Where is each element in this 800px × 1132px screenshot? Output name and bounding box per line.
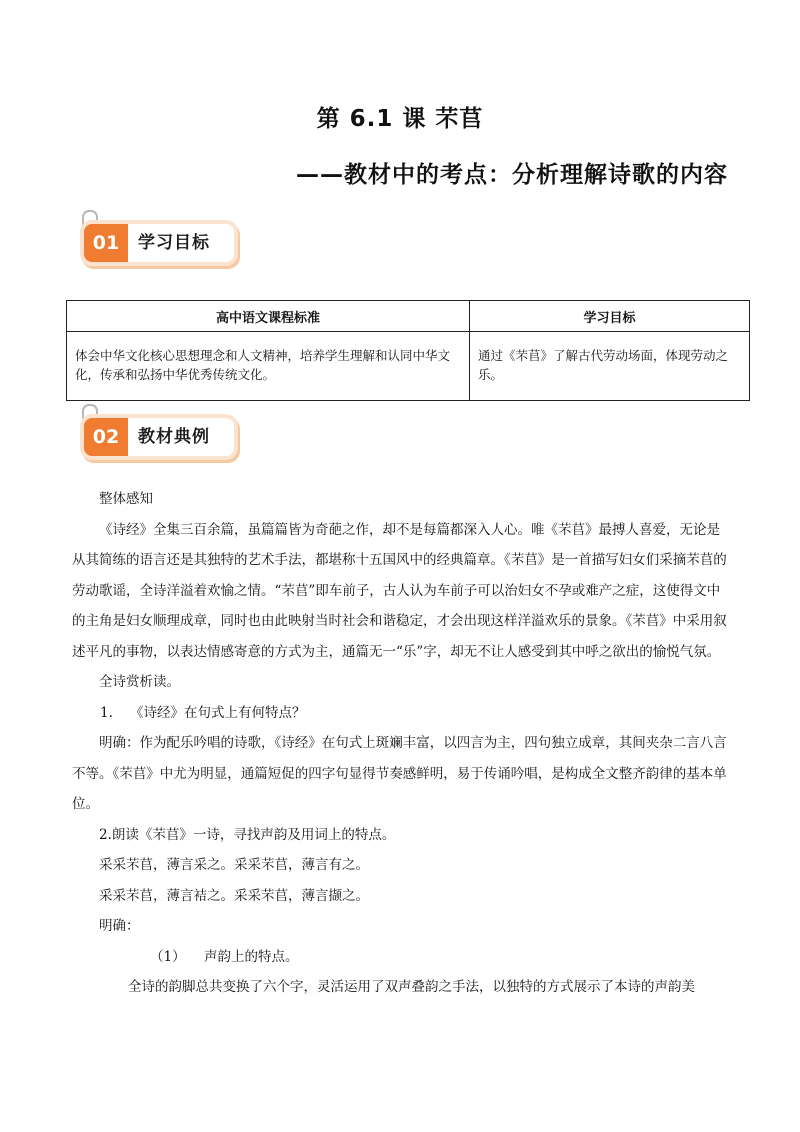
paragraph: 全诗的韵脚总共变换了六个字，灵活运用了双声叠韵之手法，以独特的方式展示了本诗的声韵美 bbox=[128, 979, 695, 995]
section-number: 02 bbox=[84, 418, 128, 456]
table-header-cell: 高中语文课程标准 bbox=[67, 301, 470, 332]
section-label: 学习目标 bbox=[138, 233, 210, 253]
lesson-title: 第 6.1 课 芣苢 bbox=[316, 106, 484, 132]
table-header-cell: 学习目标 bbox=[470, 301, 750, 332]
section-number: 01 bbox=[84, 224, 128, 262]
question-item: 2.朗读《芣苢》一诗，寻找声韵及用词上的特点。 bbox=[99, 826, 396, 843]
section-badge-02 bbox=[80, 404, 245, 464]
lesson-subtitle: ——教材中的考点：分析理解诗歌的内容 bbox=[296, 162, 728, 188]
section-badge-01 bbox=[80, 210, 245, 270]
poem-line: 采采芣苢，薄言袺之。采采芣苢，薄言撷之。 bbox=[99, 887, 369, 904]
sub-number: （1） bbox=[150, 948, 186, 965]
paragraph: 明确： bbox=[99, 918, 140, 934]
question-text: 《诗经》在句式上有何特点？ bbox=[130, 704, 306, 721]
sub-text: 声韵上的特点。 bbox=[204, 948, 299, 965]
question-item bbox=[72, 698, 732, 729]
question-number: 1. bbox=[100, 704, 113, 721]
poem-line: 采采芣苢，薄言采之。采采芣苢，薄言有之。 bbox=[99, 857, 369, 873]
table-cell: 体会中华文化核心思想理念和人文精神，培养学生理解和认同中华文化，传承和弘扬中华优秀传统文化。 bbox=[67, 332, 470, 401]
paragraph-heading: 整体感知 bbox=[99, 491, 153, 507]
section-label: 教材典例 bbox=[138, 427, 210, 447]
table-row bbox=[67, 332, 750, 401]
paragraph: 全诗赏析读。 bbox=[99, 674, 180, 690]
learning-goals-table bbox=[66, 300, 750, 401]
sub-heading bbox=[72, 942, 732, 973]
table-header-row bbox=[67, 301, 750, 332]
paragraph: 明确：作为配乐吟唱的诗歌，《诗经》在句式上斑斓丰富，以四言为主，四句独立成章，其间夹杂二言八言不等。《芣苢》中尤为明显，通篇短促的四字句显得节奏感鲜明，易于传诵吟唱，是构成全文整齐韵律的基本单位。 bbox=[72, 735, 727, 812]
table-cell: 通过《芣苢》了解古代劳动场面，体现劳动之乐。 bbox=[470, 332, 750, 401]
paragraph: 《诗经》全集三百余篇，虽篇篇皆为奇葩之作，却不是每篇都深入人心。唯《芣苢》最搏人喜爱，无论是从其简练的语言还是其独特的艺术手法，都堪称十五国风中的经典篇章。《芣苢》是一首描写妇女们采摘芣苢的劳动歌谣，全诗洋溢着欢愉之情。“芣苢”即车前子，古人认为车前子可以治妇女不孕或难产之症，这使得文中的主角是妇女顺理成章，同时也由此映射当时社会和谐稳定，才会出现这样洋溢欢乐的景象。《芣苢》中采用叙述平凡的事物，以表达情感寄意的方式为主，通篇无一“乐”字，却无不让人感受到其中呼之欲出的愉悦气氛。 bbox=[72, 521, 727, 660]
article-body bbox=[72, 484, 732, 1003]
